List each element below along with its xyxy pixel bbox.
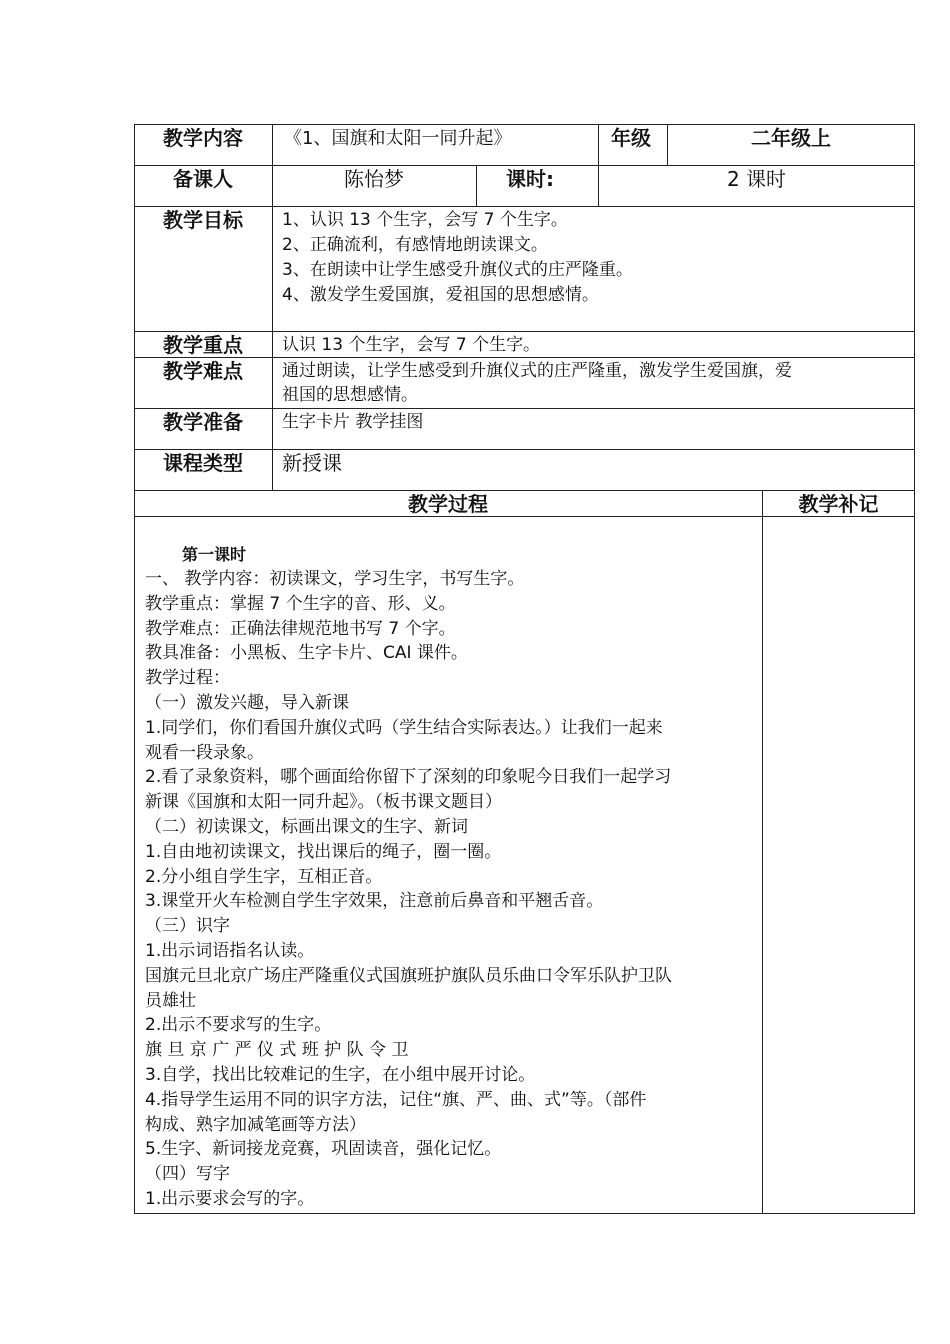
- process-line: 国旗元旦北京广场庄严隆重仪式国旗班护旗队员乐曲口令军乐队护卫队: [145, 965, 672, 986]
- process-body: [145, 567, 757, 1212]
- process-line: 教学过程：: [145, 668, 230, 689]
- teacher-label: 备课人: [173, 167, 233, 191]
- process-line: 1.自由地初读课文，找出课后的绳子，圈一圈。: [145, 841, 502, 862]
- content-label: 教学内容: [163, 126, 243, 150]
- difficulties-label: 教学难点: [163, 359, 243, 383]
- process-line: 3.课堂开火车检测自学生字效果，注意前后鼻音和平翘舌音。: [145, 891, 604, 912]
- key-points-label: 教学重点: [163, 333, 243, 357]
- goal-item: 4、激发学生爱国旗，爱祖国的思想感情。: [282, 285, 599, 305]
- goals-label: 教学目标: [163, 208, 243, 232]
- notes-header: 教学补记: [798, 492, 879, 516]
- process-line: 一、 教学内容：初读课文，学习生字，书写生字。: [145, 569, 525, 589]
- goal-item: 1、认识 13 个生字，会写 7 个生字。: [282, 210, 568, 230]
- course-type-label: 课程类型: [163, 451, 243, 475]
- process-line: 2.出示不要求写的生字。: [145, 1015, 332, 1036]
- process-line: （四）写字: [145, 1164, 230, 1185]
- process-line: 旗 旦 京 广 严 仪 式 班 护 队 令 卫: [145, 1040, 409, 1061]
- grade-label: 年级: [611, 126, 651, 150]
- hours-label: 课时:: [506, 167, 554, 191]
- process-line: 教学难点：正确法律规范地书写 7 个字。: [145, 618, 456, 639]
- process-line: 观看一段录象。: [145, 742, 264, 763]
- process-line: 4.指导学生运用不同的识字方法，记住“旗、严、曲、式”等。（部件: [145, 1089, 647, 1110]
- hours-value: 2 课时: [726, 167, 787, 191]
- grade-value: 二年级上: [751, 126, 831, 150]
- difficulties-line: 通过朗读，让学生感受到升旗仪式的庄严隆重，激发学生爱国旗，爱: [282, 361, 792, 381]
- process-header: 教学过程: [408, 492, 488, 516]
- process-line: （二）初读课文，标画出课文的生字、新词: [145, 816, 468, 837]
- process-line: 1.同学们，你们看国升旗仪式吗（学生结合实际表达。）让我们一起来: [145, 717, 663, 738]
- key-points-value: 认识 13 个生字，会写 7 个生字。: [282, 335, 541, 355]
- process-line: 构成、熟字加减笔画等方法）: [145, 1114, 366, 1135]
- process-line: 5.生字、新词接龙竞赛，巩固读音，强化记忆。: [145, 1139, 502, 1160]
- difficulties-line: 祖国的思想感情。: [282, 385, 418, 405]
- process-line: 2.看了录象资料，哪个画面给你留下了深刻的印象呢今日我们一起学习: [145, 767, 672, 788]
- col-divider: [476, 165, 477, 206]
- preparation-label: 教学准备: [163, 410, 243, 434]
- process-line: 3.自学，找出比较难记的生字，在小组中展开讨论。: [145, 1064, 536, 1085]
- process-line: （一）激发兴趣，导入新课: [145, 692, 349, 713]
- process-line: 新课《国旗和太阳一同升起》。（板书课文题目）: [145, 792, 502, 813]
- goal-item: 2、正确流利，有感情地朗读课文。: [282, 235, 548, 255]
- lesson-title: 第一课时: [182, 545, 247, 564]
- col-divider: [762, 490, 763, 1214]
- process-line: 员雄壮: [145, 990, 196, 1011]
- process-line: 教学重点：掌握 7 个生字的音、形、义。: [145, 593, 456, 614]
- course-type-value: 新授课: [282, 451, 342, 475]
- process-line: （三）识字: [145, 916, 230, 937]
- goal-item: 3、在朗读中让学生感受升旗仪式的庄严隆重。: [282, 260, 633, 280]
- process-line: 1.出示要求会写的字。: [145, 1188, 315, 1209]
- process-line: 教具准备：小黑板、生字卡片、CAI 课件。: [145, 643, 468, 664]
- content-value: 《1、国旗和太阳一同升起》: [284, 128, 512, 149]
- teacher-value: 陈怡梦: [344, 167, 404, 191]
- col-divider: [598, 124, 599, 206]
- process-line: 1.出示词语指名认读。: [145, 940, 315, 961]
- process-line: 2.分小组自学生字，互相正音。: [145, 866, 383, 887]
- preparation-value: 生字卡片 教学挂图: [282, 412, 424, 432]
